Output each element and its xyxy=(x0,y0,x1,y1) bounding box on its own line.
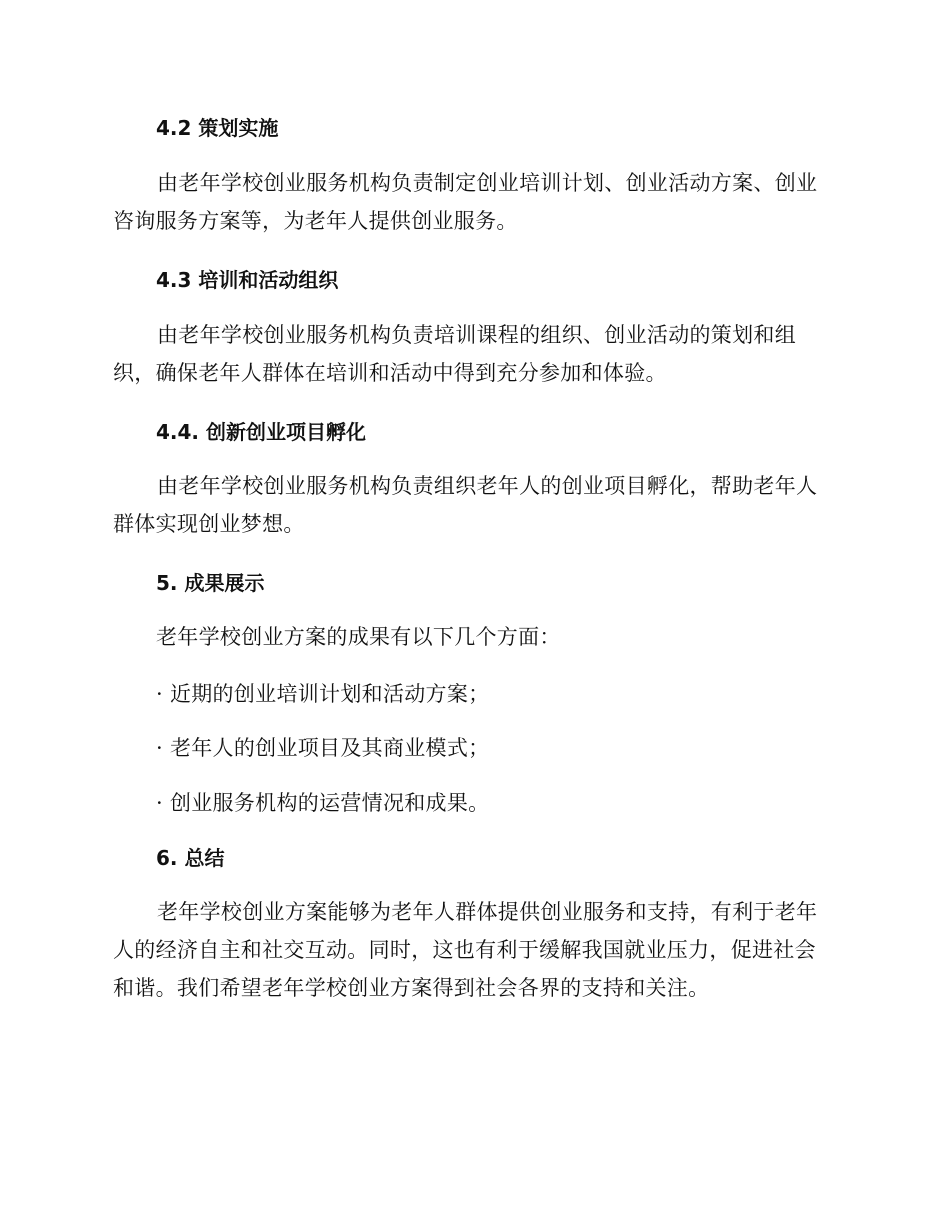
section-paragraph-4-3: 由老年学校创业服务机构负责培训课程的组织、创业活动的策划和组织，确保老年人群体在培训和活动中得到充分参加和体验。 xyxy=(113,323,796,385)
section-paragraph-6: 老年学校创业方案能够为老年人群体提供创业服务和支持，有利于老年人的经济自主和社交互动。同时，这也有利于缓解我国就业压力，促进社会和谐。我们希望老年学校创业方案得到社会各界的支持和关注。 xyxy=(113,900,818,1000)
section-heading-4-3: 4.3 培训和活动组织 xyxy=(156,268,339,292)
section-paragraph-4-2: 由老年学校创业服务机构负责制定创业培训计划、创业活动方案、创业咨询服务方案等，为老年人提供创业服务。 xyxy=(113,171,818,233)
section-heading-5: 5. 成果展示 xyxy=(156,571,265,595)
section-paragraph-4-4: 由老年学校创业服务机构负责组织老年人的创业项目孵化，帮助老年人群体实现创业梦想。 xyxy=(113,474,818,536)
list-item: · 老年人的创业项目及其商业模式； xyxy=(156,736,490,760)
section-intro-5: 老年学校创业方案的成果有以下几个方面： xyxy=(156,625,561,649)
list-item: · 近期的创业培训计划和活动方案； xyxy=(156,682,490,706)
list-item: · 创业服务机构的运营情况和成果。 xyxy=(156,791,490,815)
section-heading-4-4: 4.4. 创新创业项目孵化 xyxy=(156,420,366,444)
section-heading-6: 6. 总结 xyxy=(156,846,225,870)
section-heading-4-2: 4.2 策划实施 xyxy=(156,116,279,140)
